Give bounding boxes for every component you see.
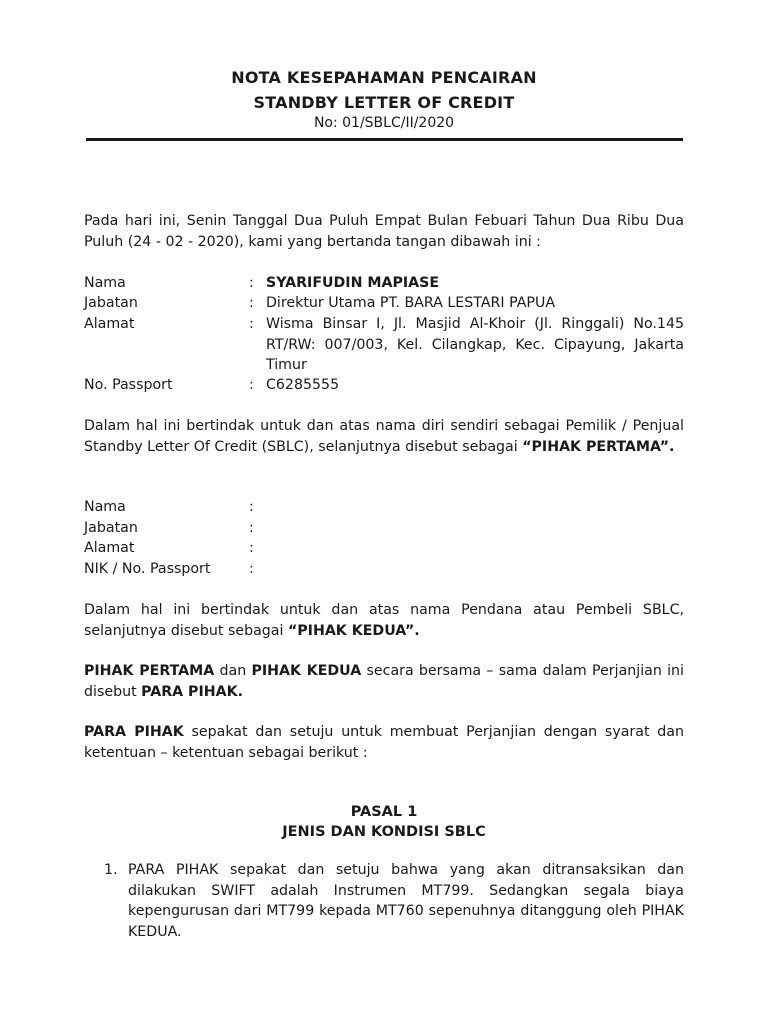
- list-text: PARA PIHAK sepakat dan setuju bahwa yang akan ditransaksikan dan dilakukan SWIFT adalah Instrumen MT799. Sedangkan segala biaya kepengurusan dari MT799 kepada MT760 sepenuhnya ditanggung oleh PIHAK KEDUA.: [128, 862, 684, 940]
- field-colon: :: [249, 275, 254, 291]
- statement-text: Dalam hal ini bertindak untuk dan atas nama Pendana atau Pembeli SBLC, selanjutnya disebut sebagai: [84, 602, 684, 639]
- field-colon: :: [249, 377, 254, 393]
- paragraph-text: dan: [214, 663, 252, 679]
- field-colon: :: [249, 499, 254, 515]
- field-label: Alamat: [84, 540, 135, 556]
- field-colon: :: [249, 561, 254, 577]
- term-para-pihak: PARA PIHAK: [84, 724, 184, 740]
- term-pihak-kedua: PIHAK KEDUA: [251, 663, 362, 679]
- party1-position-value: Direktur Utama PT. BARA LESTARI PAPUA: [266, 295, 556, 311]
- document-number: No: 01/SBLC/II/2020: [313, 115, 455, 131]
- party2-address-row: [84, 538, 684, 559]
- field-label: Jabatan: [84, 520, 138, 536]
- party1-statement: [84, 416, 684, 457]
- field-label: Jabatan: [84, 295, 138, 311]
- term-para-pihak: PARA PIHAK.: [141, 683, 243, 700]
- field-colon: :: [249, 295, 254, 311]
- intro-paragraph: Pada hari ini, Senin Tanggal Dua Puluh Empat Bulan Febuari Tahun Dua Ribu Dua Puluh (24 - 02 - 2020), kami yang bertanda tangan dibawah ini :: [84, 213, 684, 250]
- party1-term: “PIHAK PERTAMA”.: [522, 438, 675, 455]
- field-label: NIK / No. Passport: [84, 561, 211, 577]
- field-colon: :: [249, 520, 254, 536]
- para-pihak-paragraph: [84, 661, 684, 702]
- party2-term: “PIHAK KEDUA”.: [287, 622, 420, 639]
- party2-statement: [84, 600, 684, 641]
- term-pihak-pertama: PIHAK PERTAMA: [84, 663, 215, 679]
- party1-name-value: SYARIFUDIN MAPIASE: [266, 275, 440, 291]
- party1-passport-row: [84, 375, 684, 396]
- field-label: No. Passport: [84, 377, 173, 393]
- party1-name-row: [84, 273, 684, 294]
- section-subheading: JENIS DAN KONDISI SBLC: [282, 824, 486, 840]
- title-divider: [86, 138, 683, 141]
- field-colon: :: [249, 316, 254, 332]
- paragraph-text: sepakat dan setuju untuk membuat Perjanjian dengan syarat dan ketentuan – ketentuan sebagai berikut :: [84, 724, 684, 761]
- party2-passport-row: [84, 559, 684, 580]
- paragraph-text: secara bersama – sama dalam Perjanjian ini disebut: [84, 663, 684, 700]
- party1-address-row: [84, 314, 684, 373]
- party1-position-row: [84, 293, 684, 314]
- section-heading: PASAL 1: [350, 804, 418, 820]
- field-colon: :: [249, 540, 254, 556]
- list-number: 1.: [104, 862, 118, 878]
- agreement-paragraph: [84, 722, 684, 763]
- field-label: Alamat: [84, 316, 135, 332]
- field-label: Nama: [84, 275, 126, 291]
- document-title-line1: NOTA KESEPAHAMAN PENCAIRAN: [231, 68, 537, 87]
- party1-address-value: Wisma Binsar I, Jl. Masjid Al-Khoir (Jl. Ringgali) No.145 RT/RW: 007/003, Kel. Cilangkap, Kec. Cipayung, Jakarta Timur: [266, 316, 684, 373]
- party2-position-row: [84, 518, 684, 539]
- field-label: Nama: [84, 499, 126, 515]
- party2-name-row: [84, 497, 684, 518]
- party1-passport-value: C6285555: [266, 377, 340, 393]
- document-title-line2: STANDBY LETTER OF CREDIT: [253, 93, 515, 112]
- statement-text: Dalam hal ini bertindak untuk dan atas nama diri sendiri sebagai Pemilik / Penjual Standby Letter Of Credit (SBLC), selanjutnya disebut sebagai: [84, 418, 684, 455]
